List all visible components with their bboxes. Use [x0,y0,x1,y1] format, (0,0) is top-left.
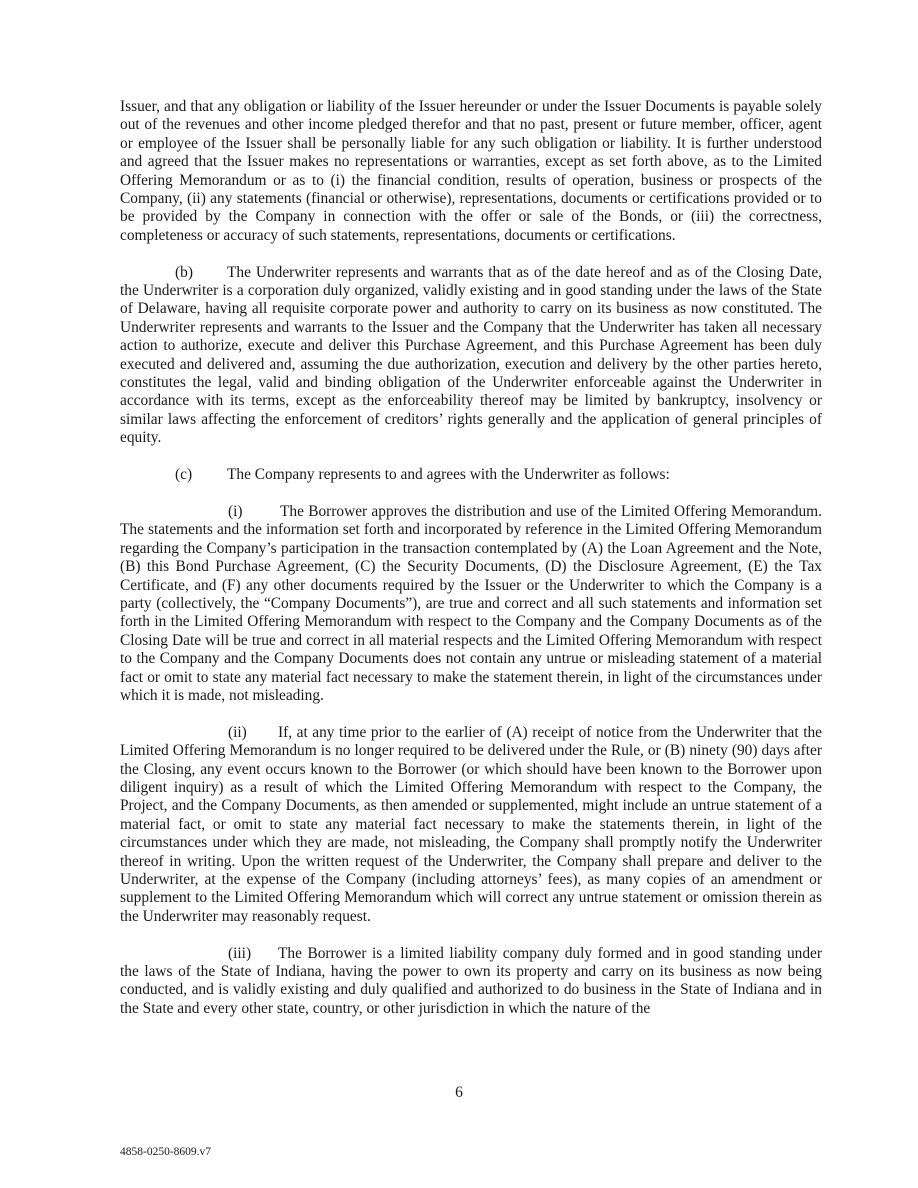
paragraph-text: The Borrower approves the distribution and use of the Limited Offering Memorandum. The statements and the information set forth and incorporated by reference in the Limited Offering Memorandum regarding the Company’s participation in the transaction contemplated by (A) the Loan Agreement and the Note, (B) this Bond Purchase Agreement, (C) the Security Documents, (D) the Disclosure Agreement, (E) the Tax Certificate, and (F) any other documents required by the Issuer or the Underwriter to which the Company is a party (collectively, the “Company Documents”), are true and correct and all such statements and information set forth in the Limited Offering Memorandum with respect to the Company and the Company Documents as of the Closing Date will be true and correct in all material respects and the Limited Offering Memorandum with respect to the Company and the Company Documents does not contain any untrue or misleading statement of a material fact or omit to state any material fact necessary to make the statement therein, in light of the circumstances under which it is made, not misleading. [120,502,822,704]
paragraph-text: The Borrower is a limited liability company duly formed and in good standing under the laws of the State of Indiana, having the power to own its property and carry on its business as now being conducted, and is validly existing and duly qualified and authorized to do business in the State of Indiana and in the State and every other state, country, or other jurisdiction in which the nature of the [120,944,822,1017]
paragraph-issuer-liability [120,98,822,245]
paragraph-text: The Company represents to and agrees with the Underwriter as follows: [227,466,670,484]
document-body [120,98,822,1037]
paragraph-c-company [120,466,822,484]
paragraph-b-underwriter [120,264,822,448]
paragraph-label: (ii) [228,723,247,741]
page-number: 6 [455,1084,463,1101]
paragraph-c-i-memorandum [120,503,822,705]
document-id: 4858-0250-8609.v7 [120,1146,212,1158]
paragraph-text: The Underwriter represents and warrants that as of the date hereof and as of the Closing Date, the Underwriter is a corporation duly organized, validly existing and in good standing under the laws of the State of Delaware, having all requisite corporate power and authority to carry on its business as now constituted. The Underwriter represents and warrants to the Issuer and the Company that the Underwriter has taken all necessary action to authorize, execute and deliver this Purchase Agreement, and this Purchase Agreement has been duly executed and delivered and, assuming the due authorization, execution and delivery by the other parties hereto, constitutes the legal, valid and binding obligation of the Underwriter enforceable against the Underwriter in accordance with its terms, except as the enforceability thereof may be limited by bankruptcy, insolvency or similar laws affecting the enforcement of creditors’ rights generally and the application of general principles of equity. [120,263,822,447]
paragraph-label: (iii) [228,944,252,962]
paragraph-label: (b) [175,263,193,281]
paragraph-label: (c) [175,466,193,484]
paragraph-label: (i) [228,502,243,520]
paragraph-text: If, at any time prior to the earlier of (A) receipt of notice from the Underwriter that the Limited Offering Memorandum is no longer required to be delivered under the Rule, or (B) ninety (90) days after the Closing, any event occurs known to the Borrower (or which should have been known to the Borrower upon diligent inquiry) as a result of which the Limited Offering Memorandum with respect to the Company, the Project, and the Company Documents, as then amended or supplemented, might include an untrue statement of a material fact, or omit to state any material fact necessary to make the statements therein, in light of the circumstances under which they are made, not misleading, the Company shall promptly notify the Underwriter thereof in writing. Upon the written request of the Underwriter, the Company shall prepare and deliver to the Underwriter, at the expense of the Company (including attorneys’ fees), as many copies of an amendment or supplement to the Limited Offering Memorandum which will correct any untrue statement or omission therein as the Underwriter may reasonably request. [120,723,822,925]
paragraph-c-iii-borrower [120,945,822,1019]
paragraph-c-ii-notice [120,724,822,926]
paragraph-text: Issuer, and that any obligation or liability of the Issuer hereunder or under the Issuer Documents is payable solely out of the revenues and other income pledged therefor and that no past, present or future member, officer, agent or employee of the Issuer shall be personally liable for any such obligation or liability. It is further understood and agreed that the Issuer makes no representations or warranties, except as set forth above, as to the Limited Offering Memorandum or as to (i) the financial condition, results of operation, business or prospects of the Company, (ii) any statements (financial or otherwise), representations, documents or certifications provided or to be provided by the Company in connection with the offer or sale of the Bonds, or (iii) the correctness, completeness or accuracy of such statements, representations, documents or certifications. [120,98,822,244]
